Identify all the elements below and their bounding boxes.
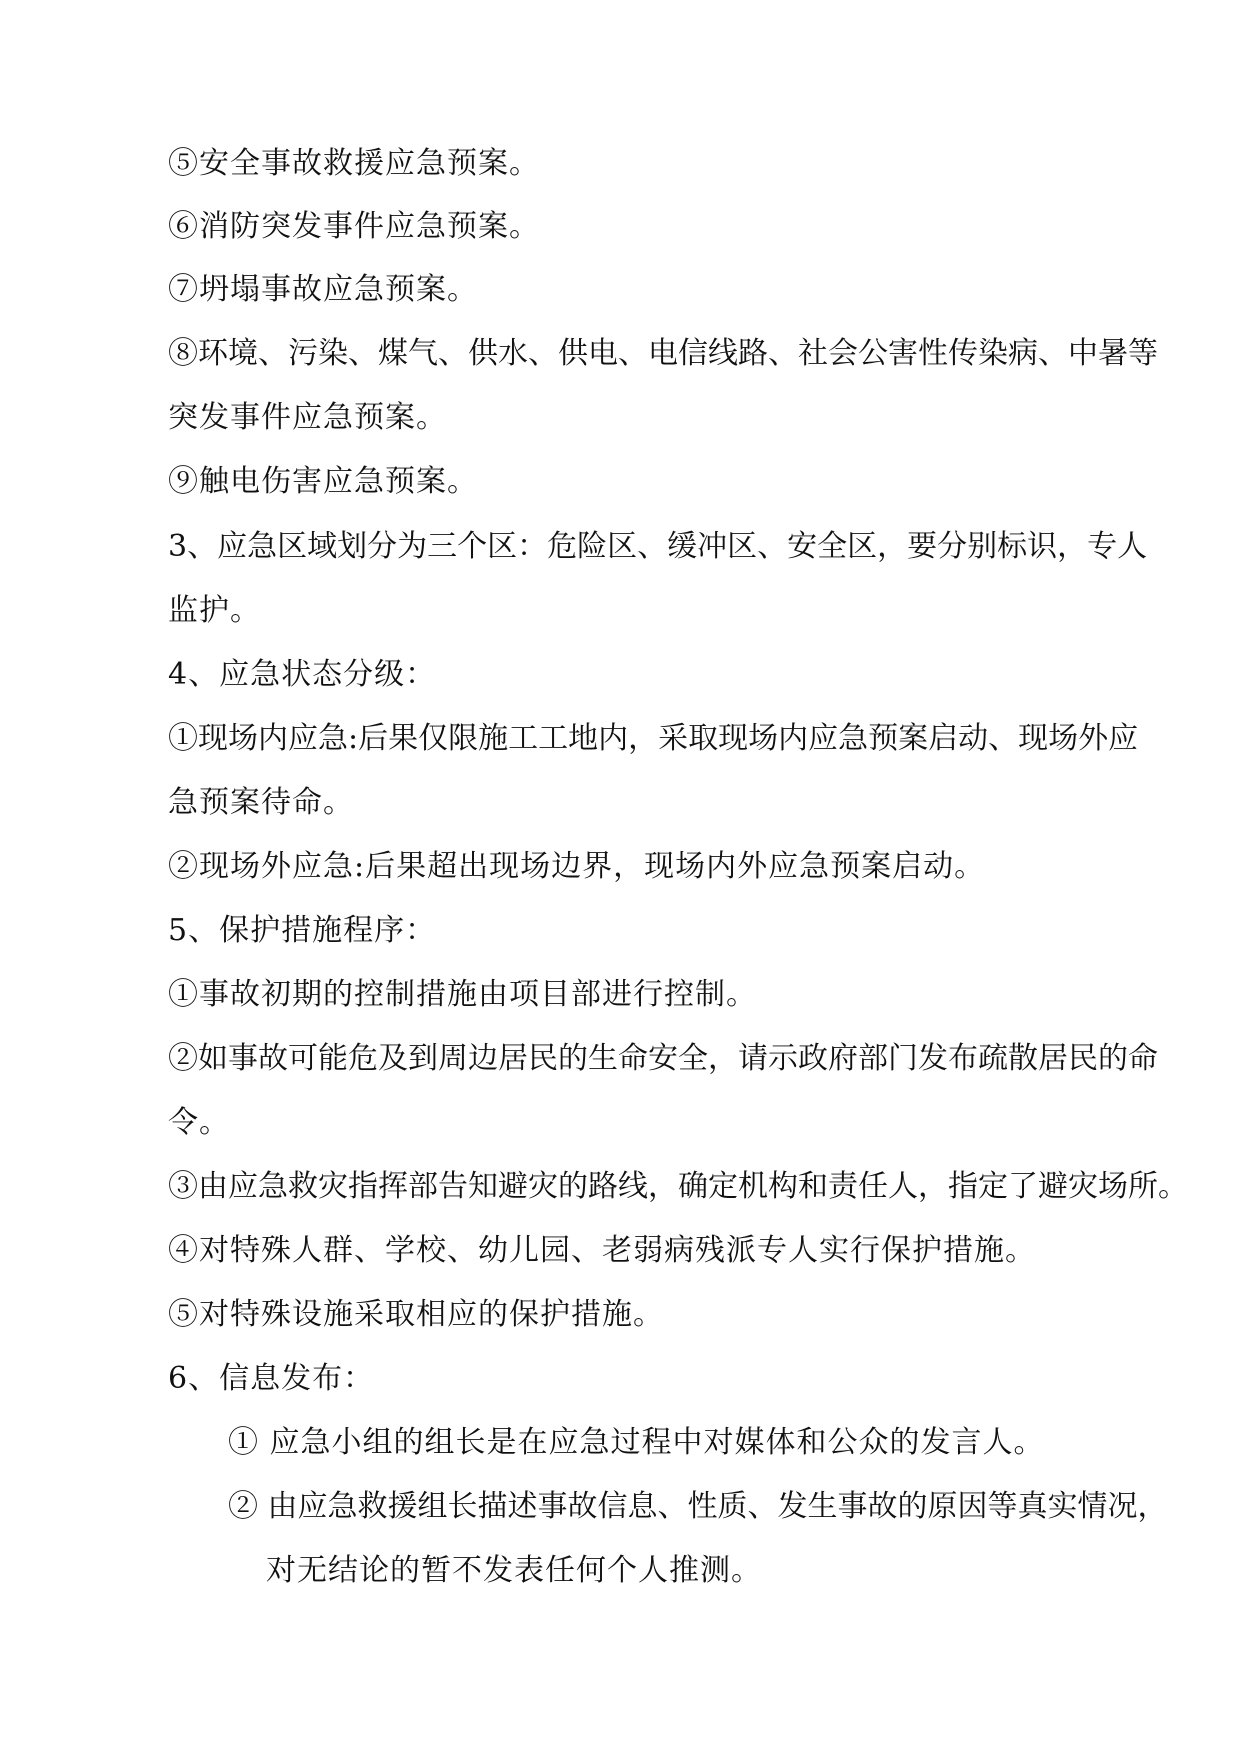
text-line: ②如事故可能危及到周边居民的生命安全，请示政府部门发布疏散居民的命 xyxy=(168,1041,1158,1076)
text-line: 3、应急区域划分为三个区：危险区、缓冲区、安全区，要分别标识，专人 xyxy=(168,529,1148,564)
text-line: ①现场内应急:后果仅限施工工地内，采取现场内应急预案启动、现场外应 xyxy=(168,721,1139,756)
text-line: ⑥消防突发事件应急预案。 xyxy=(168,209,540,244)
text-line: ④对特殊人群、学校、幼儿园、老弱病残派专人实行保护措施。 xyxy=(168,1233,1036,1268)
text-line: ②现场外应急:后果超出现场边界，现场内外应急预案启动。 xyxy=(168,849,986,884)
text-line: ③由应急救灾指挥部告知避灾的路线，确定机构和责任人，指定了避灾场所。 xyxy=(168,1169,1188,1204)
text-line: 令。 xyxy=(168,1105,230,1140)
text-line: ⑤安全事故救援应急预案。 xyxy=(168,146,540,181)
text-line: 对无结论的暂不发表任何个人推测。 xyxy=(266,1553,762,1588)
text-line: 监护。 xyxy=(168,593,261,628)
text-line: ① 应急小组的组长是在应急过程中对媒体和公众的发言人。 xyxy=(228,1425,1045,1460)
text-line: 5、保护措施程序： xyxy=(168,913,437,948)
text-line: ①事故初期的控制措施由项目部进行控制。 xyxy=(168,977,757,1012)
text-line: 急预案待命。 xyxy=(168,785,354,820)
text-line: ⑤对特殊设施采取相应的保护措施。 xyxy=(168,1297,664,1332)
text-line: ⑦坍塌事故应急预案。 xyxy=(168,272,478,307)
text-line: 6、信息发布： xyxy=(168,1361,375,1396)
text-line: 突发事件应急预案。 xyxy=(168,400,447,435)
text-line: 4、应急状态分级： xyxy=(168,657,437,692)
text-line: ⑧环境、污染、煤气、供水、供电、电信线路、社会公害性传染病、中暑等 xyxy=(168,336,1158,371)
text-line: ② 由应急救援组长描述事故信息、性质、发生事故的原因等真实情况， xyxy=(228,1489,1168,1524)
text-line: ⑨触电伤害应急预案。 xyxy=(168,464,478,499)
